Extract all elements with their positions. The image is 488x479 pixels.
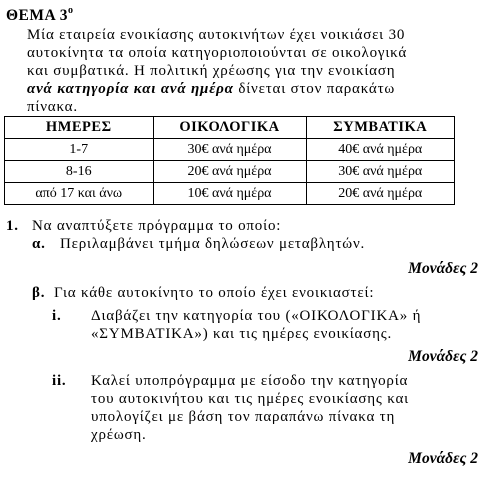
section-title-superscript: ο [68, 5, 74, 16]
question-text: Να αναπτύξετε πρόγραμμα το οποίο: [32, 218, 282, 234]
subquestion-b-label: β. [32, 285, 46, 301]
intro-line-5: πίνακα. [27, 99, 78, 115]
item-ii-label: ii. [52, 373, 67, 389]
score-ii: Μονάδες 2 [408, 450, 478, 467]
item-i-line-1: Διαβάζει την κατηγορία του («ΟΙΚΟΛΟΓΙΚΑ» ή [91, 308, 422, 324]
score-i: Μονάδες 2 [408, 348, 478, 365]
item-ii-line-4: χρέωση. [91, 427, 147, 443]
section-title [6, 5, 74, 25]
pricing-table [4, 116, 455, 205]
item-i-label: i. [52, 308, 62, 324]
table-row [5, 183, 455, 205]
intro-line-1: Μία εταιρεία ενοικίασης αυτοκινήτων έχει νοικιάσει 30 [27, 27, 406, 43]
intro-line-4 [27, 81, 475, 98]
cell-conventional: 40€ ανά ημέρα [306, 139, 455, 161]
item-ii-line-3: υπολογίζει με βάση τον παραπάνω πίνακα τη [91, 409, 396, 425]
intro-line-3: και συμβατικά. Η πολιτική χρέωσης για την ενοικίαση [27, 63, 396, 79]
section-title-text: ΘΕΜΑ 3 [6, 7, 68, 24]
header-conventional: ΣΥΜΒΑΤΙΚΑ [306, 117, 455, 139]
subquestion-a-text: Περιλαμβάνει τμήμα δηλώσεων μεταβλητών. [60, 236, 366, 252]
cell-eco: 20€ ανά ημέρα [153, 161, 306, 183]
question-number: 1. [6, 218, 19, 234]
score-a: Μονάδες 2 [408, 260, 478, 277]
cell-days: 1-7 [5, 139, 154, 161]
item-ii-line-2: του αυτοκινήτου και τις ημέρες ενοικίασης και [91, 391, 409, 407]
table-row [5, 139, 455, 161]
cell-eco: 10€ ανά ημέρα [153, 183, 306, 205]
subquestion-a-label: α. [32, 236, 46, 252]
header-days: ΗΜΕΡΕΣ [5, 117, 154, 139]
item-ii-line-1: Καλεί υποπρόγραμμα με είσοδο την κατηγορία [91, 373, 409, 389]
subquestion-b-text: Για κάθε αυτοκίνητο το οποίο έχει ενοικιαστεί: [54, 285, 375, 301]
cell-eco: 30€ ανά ημέρα [153, 139, 306, 161]
table-header-row [5, 117, 455, 139]
intro-line-2: αυτοκίνητα τα οποία κατηγοριοποιούνται σε οικολογικά [27, 45, 408, 61]
intro-line-4-rest: δίνεται στον παρακάτω [233, 81, 396, 97]
cell-days: από 17 και άνω [5, 183, 154, 205]
cell-conventional: 20€ ανά ημέρα [306, 183, 455, 205]
table-row [5, 161, 455, 183]
header-eco: ΟΙΚΟΛΟΓΙΚΑ [153, 117, 306, 139]
intro-emphasis: ανά κατηγορία και ανά ημέρα [27, 81, 234, 97]
item-i-line-2: «ΣΥΜΒΑΤΙΚΑ») και τις ημέρες ενοικίασης. [91, 326, 393, 342]
cell-conventional: 30€ ανά ημέρα [306, 161, 455, 183]
cell-days: 8-16 [5, 161, 154, 183]
